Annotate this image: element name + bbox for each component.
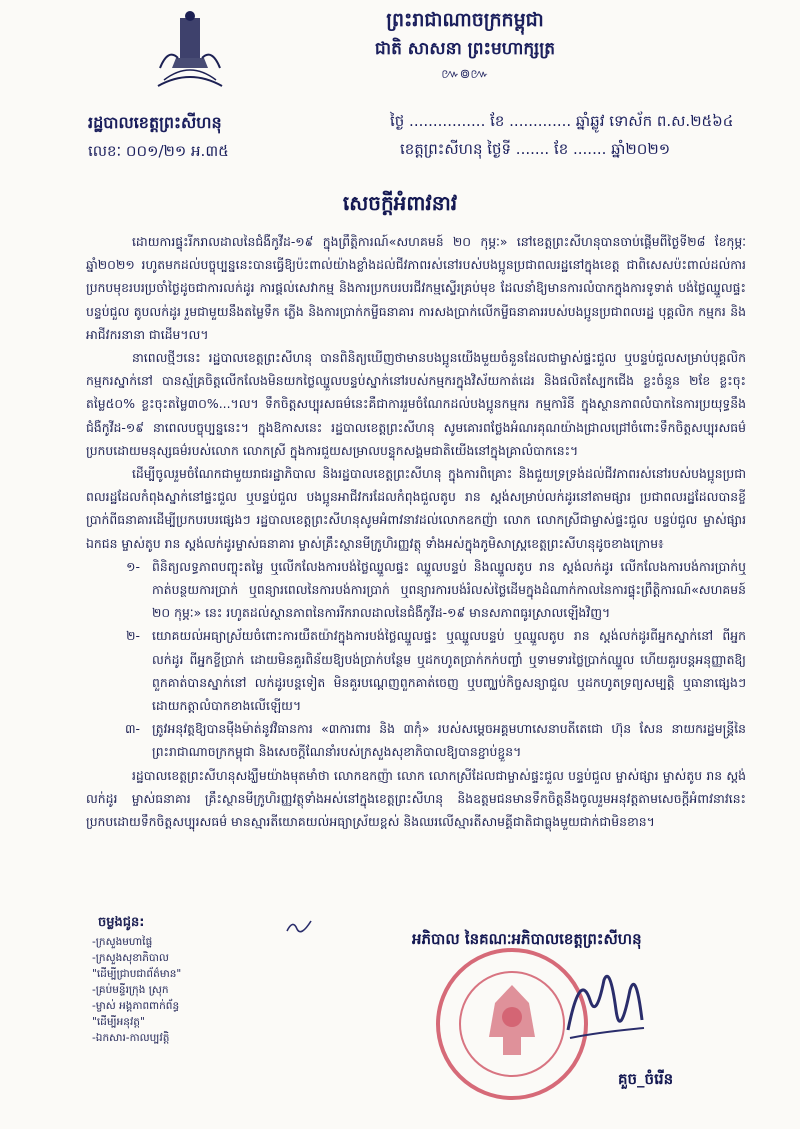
initial-mark-icon [285,917,315,937]
cc-line: -ក្រសួងសុខាភិបាល [92,952,169,964]
document-body [86,230,746,833]
list-item-number: ២- [126,628,140,644]
header-ornament: ៚៙៚ [441,67,489,82]
signatory-name: គួច_ចំរើន [618,1070,674,1088]
closing-paragraph: រដ្ឋបាលខេត្តព្រះសីហនុសង្ឃឹមយ៉ាងមុតមាំថា លោកឧកញ៉ា លោក លោកស្រីដែលជាម្ចាស់ផ្ទះជួល បន្ទប់ជួល ម្ចាស់ផ្សារ ម្ចាស់តូប រាន ស្តង់លក់ដូរ ម្ចាស់ធនាគារ គ្រឹះស្ថានមីក្រូហិរញ្ញវត្ថុទាំងអស់នៅក្នុងខេត្តព្រះសីហនុ និងឧត្តមជនមានទឹកចិត្តនឹងចូលរួមអនុវត្តតាមសេចក្តីអំពាវនាវនេះ ប្រកបដោយទឹកចិត្តសប្បុរសធម៌ មានស្មារតីយោគយល់អធ្យាស្រ័យខ្ពស់ និងឈរលើស្មារតីសាមគ្គីជាតិជាធ្លុងមួយជាក់ជាមិនខាន។ [86,767,746,830]
solar-date-line: ខេត្តព្រះសីហនុ ថ្ងៃទី ....... ខែ ....... ឆ្នាំ២០២១ [400,140,671,158]
lunar-date-line: ថ្ងៃ ................ ខែ ............. ឆ្នាំឆ្លូវ ទោស័ក ព.ស.២៥៦៤ [390,112,734,130]
ministry-emblem [150,8,230,90]
handwritten-signature-icon [560,960,650,1055]
list-item-text: ពិនិត្យលទ្ធភាពបញ្ចុះតម្លៃ ឬលើកលែងការបង់ថ្លៃឈ្នួលផ្ទះ ឈ្នួលបន្ទប់ និងឈ្នួលតូប រាន ស្តង់លក់ដូរ លើកលែងការបង់ការប្រាក់ឬកាត់បន្ថយការប្រាក់ ឬពន្យារពេលនៃការបង់ការប្រាក់ ឬពន្យារការបង់រំលស់ថ្លៃដើមក្នុងដំណាក់កាលនៃការផ្ទុះព្រឹត្តិការណ៍«សហគមន៍ ២០ កុម្ភៈ» នេះ រហូតដល់ស្ថានភាពនៃការរីករាលដាលនៃជំងឺកូវីដ-១៩ មានសភាពធូរស្រាលឡើងវិញ។ [152,558,746,621]
cc-title: ចម្លងជូន: [98,915,145,930]
issuing-authority: រដ្ឋបាលខេត្តព្រះសីហនុ [88,113,222,132]
list-item [86,555,746,625]
list-item-number: ១- [126,558,140,574]
national-motto: ជាតិ សាសនា ព្រះមហាក្សត្រ [374,39,556,59]
list-item-text: យោគយល់អធ្យាស្រ័យចំពោះការយឺតយ៉ាវក្នុងការបង់ថ្លៃឈ្នួលផ្ទះ ឬឈ្នួលបន្ទប់ ឬឈ្នួលតូប រាន ស្តង់លក់ដូរពីអ្នកស្នាក់នៅ ពីអ្នកលក់ដូរ ពីអ្នកខ្ចីប្រាក់ ដោយមិនគួរពិន័យឱ្យបង់ប្រាក់បន្ថែម ឬដកហូតប្រាក់កក់បញ្ចាំ ឬទាមទារថ្លៃប្រាក់ឈ្នួល ហើយគួរបន្តអនុញ្ញាតឱ្យពួកគាត់បានស្នាក់នៅ លក់ដូរបន្តទៀត មិនគួរបណ្តេញពួកគាត់ចេញ ឬបញ្ឈប់កិច្ចសន្យាជួល ឬដកហូតទ្រព្យសម្បត្តិ ឬធានាផ្សេងៗដោយកត្តាលំបាកខាងលើឡើយ។ [152,628,746,714]
body-paragraph-2: នាពេលថ្មីៗនេះ រដ្ឋបាលខេត្តព្រះសីហនុ បានពិនិត្យឃើញថាមានបងប្អូនយើងមួយចំនួនដែលជាម្ចាស់ផ្ទះជួល ឬបន្ទប់ជួលសម្រាប់បុគ្គលិក កម្មករស្នាក់នៅ បានស្ម័គ្រចិត្តលើកលែងមិនយកថ្លៃឈ្នួលបន្ទប់ស្នាក់នៅរបស់កម្មករក្នុងវិស័យកាត់ដេរ និងផលិតស្បែកជើង ខ្លះចំនួន ២ខែ ខ្លះចុះតម្លៃ៥០% ខ្លះចុះតម្លៃ៣០%...។ល។ ទឹកចិត្តសប្បុរសធម៌នេះគឺជាការរួមចំណែកដល់បងប្អូនកម្មករ កម្មការិនី ក្នុងស្ថានភាពលំបាកនៃការប្រយុទ្ធនឹងជំងឺកូវីដ-១៩ នាពេលបច្ចុប្បន្ននេះ។ ក្នុងឱកាសនេះ រដ្ឋបាលខេត្តព្រះសីហនុ សូមគោរពថ្លែងអំណរគុណយ៉ាងជ្រាលជ្រៅចំពោះទឹកចិត្តសប្បុរសធម៌ប្រកបដោយមនុស្សធម៌របស់លោក លោកស្រី ក្នុងការជួយសម្រាលបន្ទុកសង្គមជាតិយើងនៅក្នុងគ្រាលំបាកនេះ។ [86,350,746,458]
body-paragraph-1: ដោយការផ្ទុះរីករាលដាលនៃជំងឺកូវីដ-១៩ ក្នុងព្រឹត្តិការណ៍«សហគមន៍ ២០ កុម្ភៈ» នៅខេត្តព្រះសីហនុបានចាប់ផ្តើមពីថ្ងៃទី២៨ ខែកុម្ភៈ ឆ្នាំ២០២១ រហូតមកដល់បច្ចុប្បន្ននេះបានធ្វើឱ្យប៉ះពាល់យ៉ាងខ្លាំងដល់ជីវភាពរស់នៅរបស់បងប្អូនប្រជាពលរដ្ឋនៅក្នុងខេត្ត ជាពិសេសប៉ះពាល់ដល់ការប្រកបមុខរបរប្រចាំថ្ងៃដូចជាការលក់ដូរ ការផ្តល់សេវាកម្ម និងការប្រកបរបរជីវកម្មស្ទើរគ្រប់មុខ ដែលនាំឱ្យមានការលំបាកក្នុងការទូទាត់ បង់ថ្លៃឈ្នួលផ្ទះ បន្ទប់ជួល តូបលក់ដូរ រួមជាមួយនឹងតម្លៃទឹក ភ្លើង និងការប្រាក់កម្ចីធនាគារ ការសងប្រាក់លើកម្ចីធនាគាររបស់បងប្អូនប្រជាពលរដ្ឋ បុគ្គលិក កម្មករ និងអាជីវករនានា ជាដើម។ល។ [86,234,746,342]
list-item [86,624,746,717]
cc-line: "ដើម្បីជ្រាបជាព័ត៌មាន" [92,968,182,980]
document-title: សេចក្តីអំពាវនាវ [342,191,458,215]
list-item [86,717,746,763]
cc-line: -ម្ចាស់ អង្គភាពពាក់ព័ន្ធ [92,1000,180,1012]
cc-list [92,934,181,1046]
reference-number: លេខៈ ០០១/២១ អ.៣៥ [88,142,229,160]
body-paragraph-3: ដើម្បីចូលរួមចំណែកជាមួយរាជរដ្ឋាភិបាល និងរដ្ឋបាលខេត្តព្រះសីហនុ ក្នុងការពិគ្រោះ និងជួយទ្រទ្រង់ដល់ជីវភាពរស់នៅរបស់បងប្អូនប្រជាពលរដ្ឋដែលកំពុងស្នាក់នៅផ្ទះជួល ឬបន្ទប់ជួល បងប្អូនអាជីវករដែលកំពុងជួលតូប រាន ស្តង់សម្រាប់លក់ដូរនៅតាមផ្សារ ប្រជាពលរដ្ឋដែលបានខ្ចីប្រាក់ពីធនាគារដើម្បីប្រកបរបរផ្សេងៗ រដ្ឋបាលខេត្តព្រះសីហនុសូមអំពាវនាវដល់លោកឧកញ៉ា លោក លោកស្រីជាម្ចាស់ផ្ទះជួល បន្ទប់ជួល ម្ចាស់ផ្សារឯកជន ម្ចាស់តូប រាន ស្តង់លក់ដូរម្ចាស់ធនាគារ ម្ចាស់គ្រឹះស្ថានមីក្រូហិរញ្ញវត្ថុ ទាំងអស់ក្នុងភូមិសាស្ត្រខេត្តព្រះសីហនុដូចខាងក្រោម៖ [86,466,746,551]
list-item-text: ត្រូវអនុវត្តឱ្យបានម៉ឺងម៉ាត់នូវវិធានការ «៣ការពារ និង ៣កុំ» របស់សម្តេចអគ្គមហាសេនាបតីតេជោ ហ៊ុន សែន នាយករដ្ឋមន្ត្រីនៃព្រះរាជាណាចក្រកម្ពុជា និងសេចក្តីណែនាំរបស់ក្រសួងសុខាភិបាលឱ្យបានខ្ជាប់ខ្ជួន។ [152,721,746,760]
cc-line: "ដើម្បីអនុវត្ត" [92,1016,145,1028]
signatory-role: អភិបាល នៃគណៈអភិបាលខេត្តព្រះសីហនុ [412,930,642,948]
cc-line: -គ្រប់មន្ទីរក្រុង ស្រុក [92,984,169,996]
cc-line: -ក្រសួងមហាផ្ទៃ [92,936,153,948]
kingdom-heading: ព្រះរាជាណាចក្រកម្ពុជា [386,9,544,31]
list-item-number: ៣- [124,721,140,737]
cc-line: -ឯកសារ-កាលប្បវត្តិ [92,1032,170,1044]
